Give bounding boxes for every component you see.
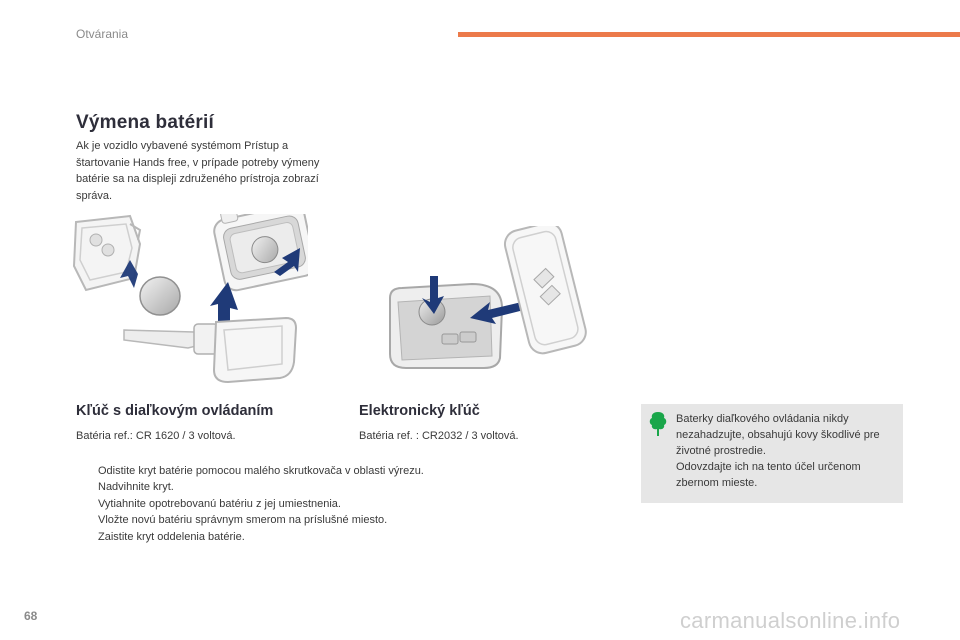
- steps-list: [76, 463, 424, 545]
- remote-key-illustration: [68, 214, 308, 386]
- watermark: carmanualsonline.info: [680, 608, 901, 633]
- eco-note-box: [641, 404, 903, 503]
- list-item: Odistite kryt batérie pomocou malého skrutkovača v oblasti výrezu.: [98, 465, 424, 477]
- remote-key-title: Kľúč s diaľkovým ovládaním: [76, 403, 274, 419]
- electronic-key-title: Elektronický kľúč: [359, 403, 480, 419]
- list-item: Vytiahnite opotrebovanú batériu z jej umiestnenia.: [98, 497, 341, 510]
- electronic-key-illustration: [380, 226, 590, 374]
- remote-key-battery-ref: Batéria ref.: CR 1620 / 3 voltová.: [76, 430, 236, 442]
- list-item: Zaistite kryt oddelenia batérie.: [98, 530, 245, 543]
- list-item: Vložte novú batériu správnym smerom na príslušné miesto.: [98, 514, 388, 527]
- page-title: Výmena batérií: [76, 112, 214, 133]
- eco-note-text: Baterky diaľkového ovládania nikdy nezahadzujte, obsahujú kovy škodlivé pre životné prostredie. Odovzdajte ich na tento účel určenom zbernom mieste.: [676, 413, 880, 489]
- intro-paragraph: Ak je vozidlo vybavené systémom Prístup a štartovanie Hands free, v prípade potreby výmeny batérie sa na displeji združeného prístroja zobrazí správa.: [76, 140, 320, 202]
- header-rule: [458, 32, 960, 37]
- tree-icon: [649, 411, 667, 437]
- list-item: Nadvihnite kryt.: [98, 481, 174, 494]
- page-number: 68: [24, 609, 38, 623]
- section-label: Otvárania: [76, 27, 129, 41]
- electronic-key-battery-ref: Batéria ref. : CR2032 / 3 voltová.: [359, 430, 519, 442]
